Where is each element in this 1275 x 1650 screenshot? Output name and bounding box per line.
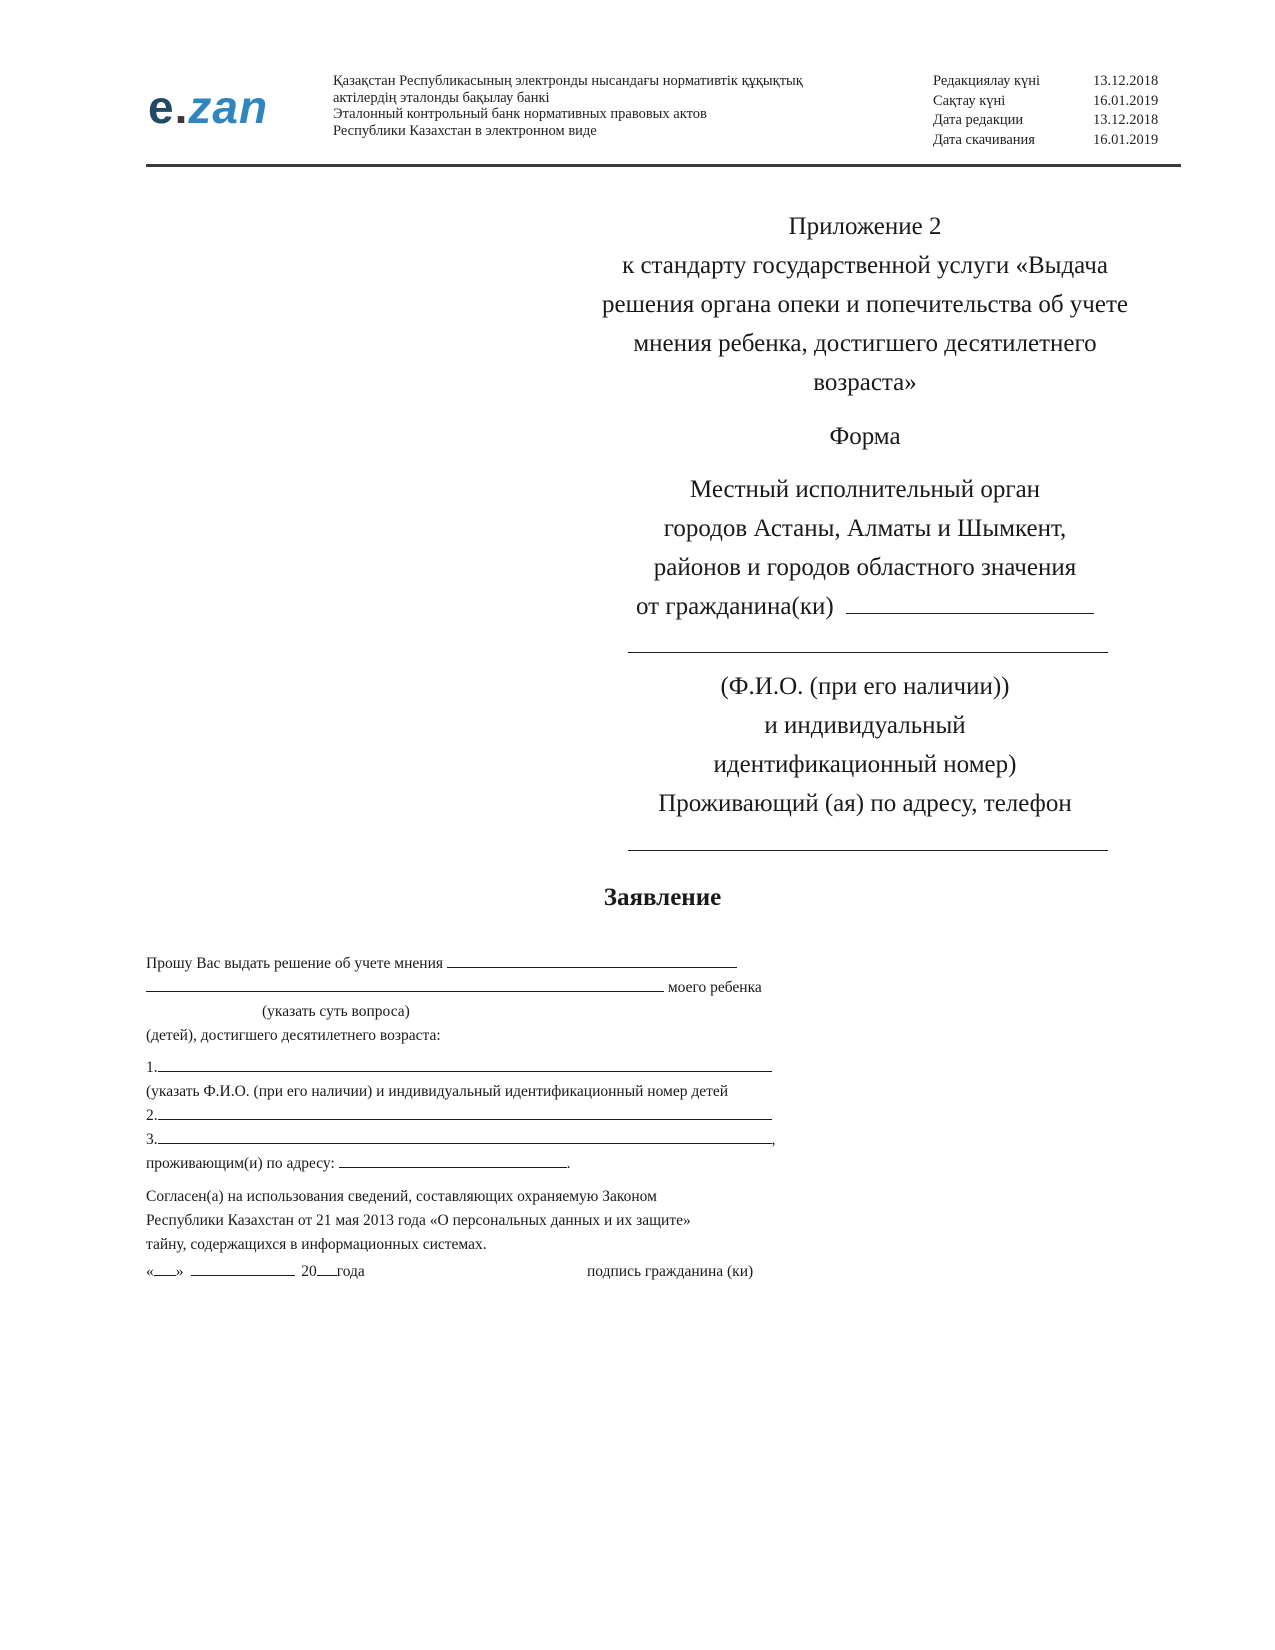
organ-line: городов Астаны, Алматы и Шымкент, <box>663 515 1067 542</box>
organ-line: Местный исполнительный орган <box>689 476 1041 503</box>
appendix-line: решения органа опеки и попечительства об учете <box>602 291 1128 318</box>
date-line: « » 20 года <box>146 1263 365 1280</box>
question-blank[interactable] <box>146 979 664 992</box>
date-label: Сақтау күні <box>933 92 1006 109</box>
header-divider <box>146 164 1181 167</box>
date-row <box>933 131 1173 151</box>
my-child-line: моего ребенка <box>146 979 826 997</box>
month-blank[interactable] <box>191 1263 295 1276</box>
date-value: 13.12.2018 <box>1093 73 1159 89</box>
ezan-logo: e.zan <box>148 81 269 133</box>
organ-line: районов и городов областного значения <box>653 554 1077 581</box>
child-3-blank[interactable] <box>158 1131 772 1144</box>
date-label: Дата редакции <box>933 112 1024 128</box>
signature-caption: подпись гражданина (ки) <box>587 1263 754 1280</box>
request-line: Прошу Вас выдать решение об учете мнения <box>146 955 826 973</box>
citizen-name-blank[interactable] <box>846 593 1094 614</box>
bank-line: Эталонный контрольный банк нормативных правовых актов <box>333 106 707 122</box>
opinion-blank[interactable] <box>447 955 737 968</box>
appendix-line: возраста» <box>813 369 917 396</box>
date-label: Редакциялау күні <box>933 73 1041 89</box>
child-item-3: 3. , <box>146 1131 776 1148</box>
bank-line: актілердің эталонды бақылау банкі <box>333 89 550 106</box>
year-blank[interactable] <box>317 1263 337 1276</box>
date-row <box>933 92 1173 112</box>
date-value: 16.01.2019 <box>1093 92 1159 109</box>
appendix-line: мнения ребенка, достигшего десятилетнего <box>633 330 1097 357</box>
consent-line: Согласен(а) на использования сведений, составляющих охраняемую Законом <box>146 1188 657 1205</box>
children-age-line: (детей), достигшего десятилетнего возраста: <box>146 1027 441 1044</box>
fio-line: (Ф.И.О. (при его наличии)) <box>720 673 1010 700</box>
date-row <box>933 72 1173 92</box>
bank-description <box>333 73 893 139</box>
consent-block <box>146 1185 826 1257</box>
specify-fio-caption: (указать Ф.И.О. (при его наличии) и индивидуальный идентификационный номер детей <box>146 1083 729 1100</box>
dates-table <box>933 72 1173 150</box>
fio-caption <box>545 667 1185 823</box>
appendix-line: Приложение 2 <box>788 213 942 240</box>
bank-line: Республики Казахстан в электронном виде <box>333 122 597 139</box>
fio-line: и индивидуальный <box>764 712 966 739</box>
fio-line: идентификационный номер) <box>713 751 1017 778</box>
date-label: Дата скачивания <box>933 131 1035 148</box>
date-value: 16.01.2019 <box>1093 131 1159 148</box>
consent-line: тайну, содержащихся в информационных системах. <box>146 1236 487 1253</box>
child-item-2: 2. <box>146 1107 826 1125</box>
citizen-name-blank-2[interactable] <box>628 652 1108 653</box>
date-row <box>933 111 1173 131</box>
document-title: Заявление <box>603 884 722 911</box>
address-phone-blank[interactable] <box>628 850 1108 851</box>
form-label: Форма <box>829 423 901 450</box>
child-2-blank[interactable] <box>158 1107 772 1120</box>
addressee-block <box>545 470 1185 626</box>
fio-line: Проживающий (ая) по адресу, телефон <box>658 790 1072 817</box>
day-blank[interactable] <box>154 1263 176 1276</box>
living-at-line: проживающим(и) по адресу: . <box>146 1155 571 1172</box>
from-citizen-line: от гражданина(ки) <box>545 587 1185 626</box>
appendix-heading <box>545 207 1185 402</box>
specify-question-caption: (указать суть вопроса) <box>262 1003 410 1020</box>
appendix-line: к стандарту государственной услуги «Выдача <box>622 252 1108 279</box>
date-value: 13.12.2018 <box>1093 112 1159 128</box>
consent-line: Республики Казахстан от 21 мая 2013 года «О персональных данных и их защите» <box>146 1212 691 1229</box>
bank-line: Қазақстан Республикасының электронды нысандағы нормативтік құқықтық <box>333 73 803 89</box>
child-1-blank[interactable] <box>158 1059 772 1072</box>
child-item-1: 1. <box>146 1059 826 1077</box>
address-blank[interactable] <box>339 1155 567 1168</box>
